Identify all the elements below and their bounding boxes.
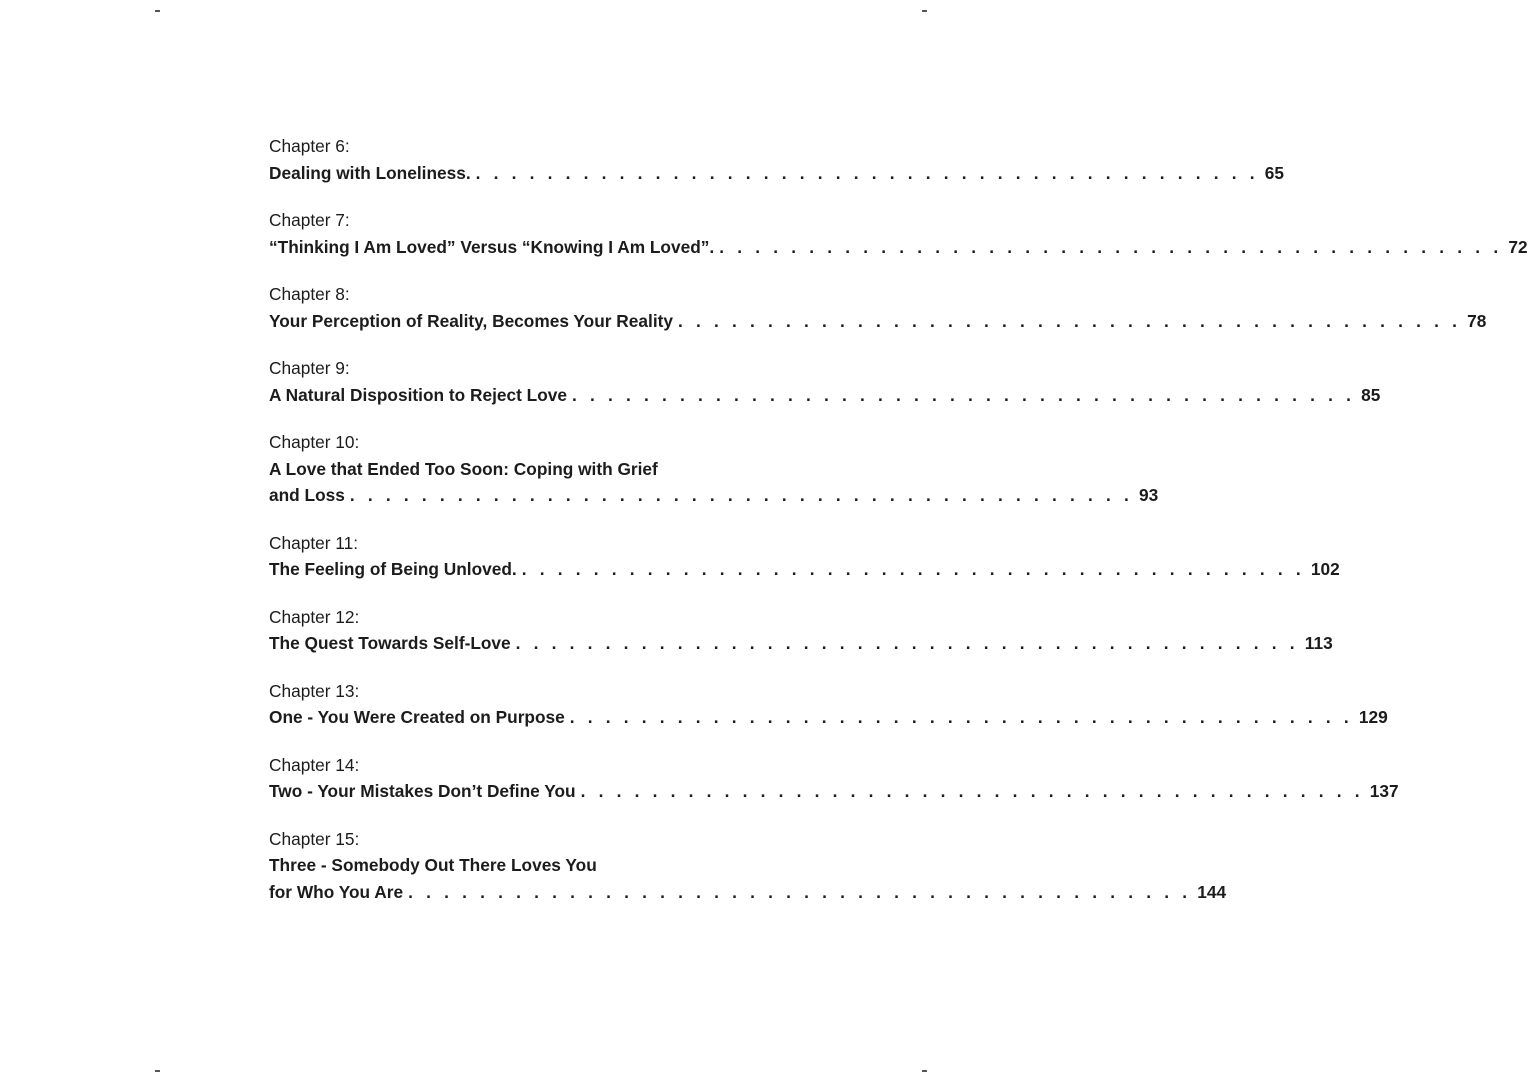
crop-mark	[922, 1070, 927, 1072]
page-number: 137	[1369, 781, 1399, 801]
dot-leader: . . . . . . . . . . . . . . . . . . . . . . . . . . . . . . . . . . . . . . . . . . . .	[580, 781, 1364, 801]
chapter-title: Two - Your Mistakes Don’t Define You	[269, 781, 576, 801]
chapter-title: Dealing with Loneliness.	[269, 162, 471, 183]
page-number: 65	[1264, 162, 1285, 183]
chapter-label: Chapter 6:	[269, 136, 350, 156]
dot-leader: . . . . . . . . . . . . . . . . . . . . . . . . . . . . . . . . . . . . . . . . . . . .	[349, 485, 1133, 505]
chapter-title: Your Perception of Reality, Becomes Your Reality	[269, 310, 673, 331]
dot-leader: . . . . . . . . . . . . . . . . . . . . . . . . . . . . . . . . . . . . . . . . . . . .	[569, 707, 1353, 727]
dot-leader: . . . . . . . . . . . . . . . . . . . . . . . . . . . . . . . . . . . . . . . . . . . .	[408, 881, 1192, 902]
toc-entry	[269, 207, 1528, 260]
crop-mark	[922, 10, 927, 12]
chapter-label: Chapter 8:	[269, 284, 350, 304]
chapter-title: The Feeling of Being Unloved.	[269, 559, 517, 579]
toc-title-line[interactable]	[269, 308, 1487, 335]
toc-entry	[269, 678, 1388, 731]
dot-leader: . . . . . . . . . . . . . . . . . . . . . . . . . . . . . . . . . . . . . . . . . . . .	[515, 633, 1299, 653]
chapter-label: Chapter 13:	[269, 680, 360, 701]
dot-leader: . . . . . . . . . . . . . . . . . . . . . . . . . . . . . . . . . . . . . . . . . . . .	[571, 384, 1356, 405]
toc-entry	[269, 281, 1487, 334]
toc-entry	[269, 752, 1399, 805]
chapter-label: Chapter 11:	[269, 532, 359, 553]
page-number: 93	[1138, 485, 1159, 505]
chapter-label: Chapter 10:	[269, 432, 360, 452]
page-number: 102	[1310, 559, 1340, 579]
toc-title-line[interactable]	[269, 382, 1381, 409]
dot-leader: . . . . . . . . . . . . . . . . . . . . . . . . . . . . . . . . . . . . . . . . . . . .	[677, 310, 1462, 331]
chapter-title: for Who You Are	[269, 881, 404, 902]
chapter-label: Chapter 14:	[269, 754, 360, 775]
toc-entry	[269, 530, 1340, 583]
toc-title-line[interactable]	[269, 778, 1399, 805]
dot-leader: . . . . . . . . . . . . . . . . . . . . . . . . . . . . . . . . . . . . . . . . . . . .	[719, 236, 1503, 257]
dot-leader: . . . . . . . . . . . . . . . . . . . . . . . . . . . . . . . . . . . . . . . . . . . .	[521, 559, 1305, 579]
page-number: 78	[1467, 310, 1487, 331]
chapter-title-line: A Love that Ended Too Soon: Coping with Grief	[269, 458, 658, 479]
toc-title-line[interactable]	[269, 879, 1227, 906]
toc-title-line[interactable]	[269, 482, 1159, 509]
toc-entry	[269, 355, 1381, 408]
chapter-label: Chapter 7:	[269, 210, 350, 230]
crop-mark	[155, 1070, 160, 1072]
dot-leader: . . . . . . . . . . . . . . . . . . . . . . . . . . . . . . . . . . . . . . . . . . . .	[475, 162, 1259, 183]
chapter-label: Chapter 9:	[269, 358, 350, 378]
toc-title-line[interactable]	[269, 160, 1285, 187]
chapter-title: A Natural Disposition to Reject Love	[269, 384, 567, 405]
page-number: 144	[1197, 881, 1227, 902]
page-number: 113	[1304, 633, 1333, 653]
chapter-label: Chapter 15:	[269, 828, 360, 849]
toc-entry	[269, 826, 1227, 906]
chapter-title: The Quest Towards Self-Love	[269, 633, 511, 653]
table-of-contents	[269, 133, 1528, 905]
chapter-title-line: Three - Somebody Out There Loves You	[269, 855, 597, 875]
crop-mark	[155, 10, 160, 12]
toc-entry	[269, 604, 1333, 657]
toc-entry	[269, 133, 1285, 186]
page-number: 129	[1358, 707, 1388, 727]
toc-entry	[269, 429, 1159, 509]
chapter-label: Chapter 12:	[269, 606, 360, 627]
page-number: 85	[1361, 384, 1381, 405]
chapter-title: “Thinking I Am Loved” Versus “Knowing I Am Loved”.	[269, 236, 715, 257]
toc-title-line[interactable]	[269, 630, 1333, 657]
page-number: 72	[1508, 236, 1528, 257]
toc-title-line[interactable]	[269, 556, 1340, 583]
chapter-title: One - You Were Created on Purpose	[269, 707, 565, 727]
chapter-title: and Loss	[269, 485, 345, 505]
toc-title-line[interactable]	[269, 704, 1388, 731]
toc-title-line[interactable]	[269, 234, 1528, 261]
